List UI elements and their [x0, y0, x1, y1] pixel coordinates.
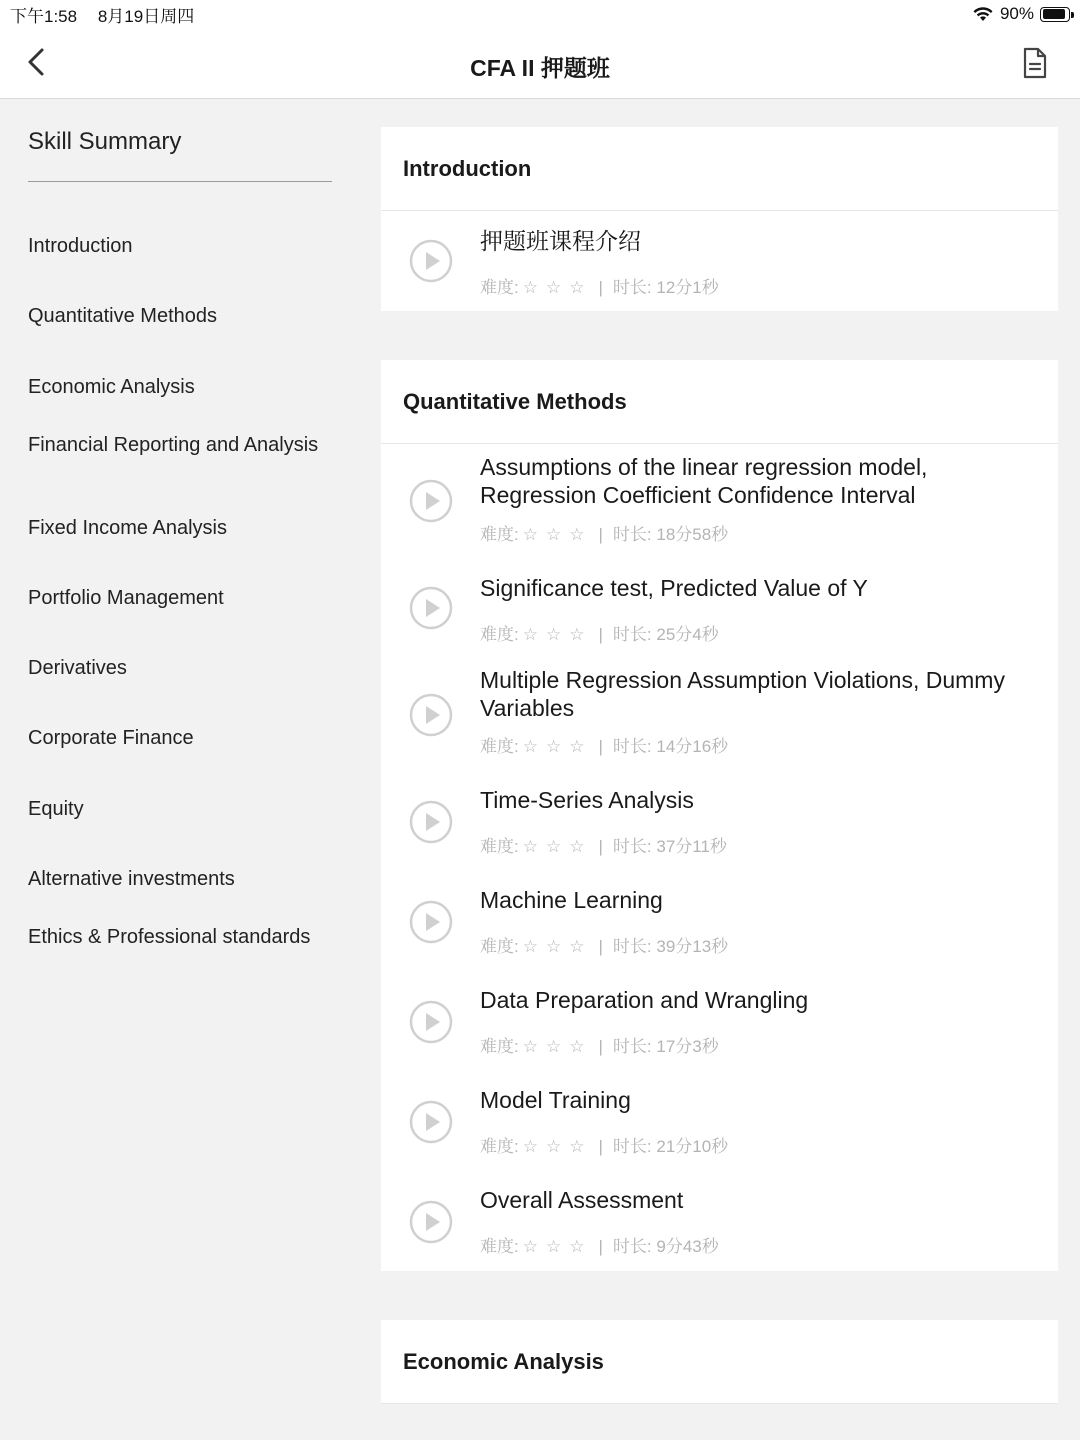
sidebar-divider [28, 181, 332, 182]
lesson-title: Machine Learning [480, 887, 663, 913]
duration-label: 时长: [612, 525, 652, 544]
lesson-meta [480, 1032, 719, 1057]
section-header: Quantitative Methods [381, 360, 1058, 444]
document-button[interactable] [1020, 46, 1050, 80]
sidebar-title: Skill Summary [28, 128, 182, 155]
nav-bar [0, 28, 1080, 99]
sidebar-item-financial-reporting[interactable]: Financial Reporting and Analysis [28, 434, 319, 456]
difficulty-label: 难度: [480, 278, 519, 297]
meta-separator: | [598, 525, 603, 544]
section-header: Introduction [381, 127, 1058, 211]
duration-value: 14分16秒 [656, 737, 729, 756]
meta-separator: | [598, 278, 603, 297]
lesson-item[interactable] [381, 658, 1058, 772]
status-left [10, 2, 210, 27]
star-icon: ☆☆☆ [522, 1137, 593, 1156]
star-icon: ☆☆☆ [522, 1037, 593, 1056]
lesson-item[interactable] [381, 1072, 1058, 1172]
star-icon: ☆☆☆ [522, 278, 593, 297]
lesson-meta [480, 932, 728, 957]
lesson-meta [480, 273, 719, 298]
wifi-icon [972, 6, 994, 22]
lesson-item[interactable] [381, 444, 1058, 558]
duration-value: 25分4秒 [656, 625, 719, 644]
play-icon [409, 1200, 453, 1244]
sidebar-item-introduction[interactable]: Introduction [28, 235, 133, 257]
duration-label: 时长: [612, 737, 652, 756]
lesson-meta [480, 1232, 719, 1257]
star-icon: ☆☆☆ [522, 625, 593, 644]
section-header: Economic Analysis [381, 1320, 1058, 1404]
page-title: CFA II 押题班 [470, 55, 610, 81]
lesson-meta [480, 732, 728, 757]
meta-separator: | [598, 1137, 603, 1156]
difficulty-label: 难度: [480, 1037, 519, 1056]
duration-label: 时长: [612, 1237, 652, 1256]
sidebar-item-portfolio-management[interactable]: Portfolio Management [28, 587, 224, 609]
status-bar [0, 0, 1080, 28]
sidebar [0, 100, 360, 1440]
star-icon: ☆☆☆ [522, 737, 593, 756]
duration-value: 21分10秒 [656, 1137, 729, 1156]
battery-icon [1040, 7, 1070, 22]
lesson-item[interactable] [381, 872, 1058, 972]
duration-label: 时长: [612, 278, 652, 297]
section-card-economic-analysis [381, 1320, 1058, 1404]
star-icon: ☆☆☆ [522, 525, 593, 544]
play-icon [409, 1000, 453, 1044]
sidebar-item-derivatives[interactable]: Derivatives [28, 657, 127, 679]
difficulty-label: 难度: [480, 625, 519, 644]
duration-value: 18分58秒 [656, 525, 729, 544]
lesson-meta [480, 832, 727, 857]
status-time: 下午1:58 [10, 6, 78, 26]
star-icon: ☆☆☆ [522, 937, 593, 956]
sidebar-item-equity[interactable]: Equity [28, 798, 84, 820]
lesson-title: Time-Series Analysis [480, 787, 694, 813]
status-right [972, 4, 1070, 24]
lesson-title: Data Preparation and Wrangling [480, 987, 809, 1013]
meta-separator: | [598, 1037, 603, 1056]
sidebar-item-quantitative-methods[interactable]: Quantitative Methods [28, 305, 217, 327]
meta-separator: | [598, 837, 603, 856]
difficulty-label: 难度: [480, 837, 519, 856]
lesson-item[interactable] [381, 772, 1058, 872]
lesson-title: Multiple Regression Assumption Violations, Dummy Variables [480, 667, 1005, 721]
play-icon [409, 586, 453, 630]
section-card-quantitative-methods [381, 360, 1058, 1271]
meta-separator: | [598, 625, 603, 644]
sidebar-item-alternative-investments[interactable]: Alternative investments [28, 868, 235, 890]
battery-fill [1043, 9, 1066, 19]
difficulty-label: 难度: [480, 737, 519, 756]
duration-value: 37分11秒 [656, 837, 727, 856]
meta-separator: | [598, 1237, 603, 1256]
lesson-title: Assumptions of the linear regression model, Regression Coefficient Confidence Interval [480, 454, 928, 508]
difficulty-label: 难度: [480, 937, 519, 956]
sidebar-item-economic-analysis[interactable]: Economic Analysis [28, 376, 195, 398]
difficulty-label: 难度: [480, 1137, 519, 1156]
duration-value: 39分13秒 [656, 937, 729, 956]
battery-percent: 90% [999, 4, 1034, 23]
duration-value: 9分43秒 [656, 1237, 719, 1256]
duration-value: 12分1秒 [656, 278, 719, 297]
play-icon [409, 239, 453, 283]
lesson-title: Model Training [480, 1087, 631, 1113]
lesson-title: Significance test, Predicted Value of Y [480, 575, 868, 601]
duration-label: 时长: [612, 937, 652, 956]
difficulty-label: 难度: [480, 525, 519, 544]
sidebar-item-fixed-income[interactable]: Fixed Income Analysis [28, 517, 227, 539]
duration-value: 17分3秒 [656, 1037, 719, 1056]
lesson-title: Overall Assessment [480, 1187, 684, 1213]
star-icon: ☆☆☆ [522, 837, 593, 856]
difficulty-label: 难度: [480, 1237, 519, 1256]
lesson-meta [480, 520, 728, 545]
lesson-item[interactable] [381, 211, 1058, 311]
play-icon [409, 1100, 453, 1144]
lesson-meta [480, 1132, 728, 1157]
lesson-item[interactable] [381, 1172, 1058, 1272]
play-icon [409, 800, 453, 844]
play-icon [409, 693, 453, 737]
sidebar-item-corporate-finance[interactable]: Corporate Finance [28, 727, 194, 749]
lesson-item[interactable] [381, 558, 1058, 658]
lesson-title: 押题班课程介绍 [480, 228, 641, 254]
play-icon [409, 900, 453, 944]
document-icon [1022, 47, 1048, 79]
lesson-meta [480, 620, 719, 645]
section-card-introduction [381, 127, 1058, 311]
sidebar-item-ethics[interactable]: Ethics & Professional standards [28, 926, 311, 948]
duration-label: 时长: [612, 1137, 652, 1156]
meta-separator: | [598, 937, 603, 956]
status-date: 8月19日周四 [97, 6, 195, 26]
duration-label: 时长: [612, 625, 652, 644]
meta-separator: | [598, 737, 603, 756]
star-icon: ☆☆☆ [522, 1237, 593, 1256]
duration-label: 时长: [612, 837, 652, 856]
lesson-item[interactable] [381, 972, 1058, 1072]
duration-label: 时长: [612, 1037, 652, 1056]
play-icon [409, 479, 453, 523]
